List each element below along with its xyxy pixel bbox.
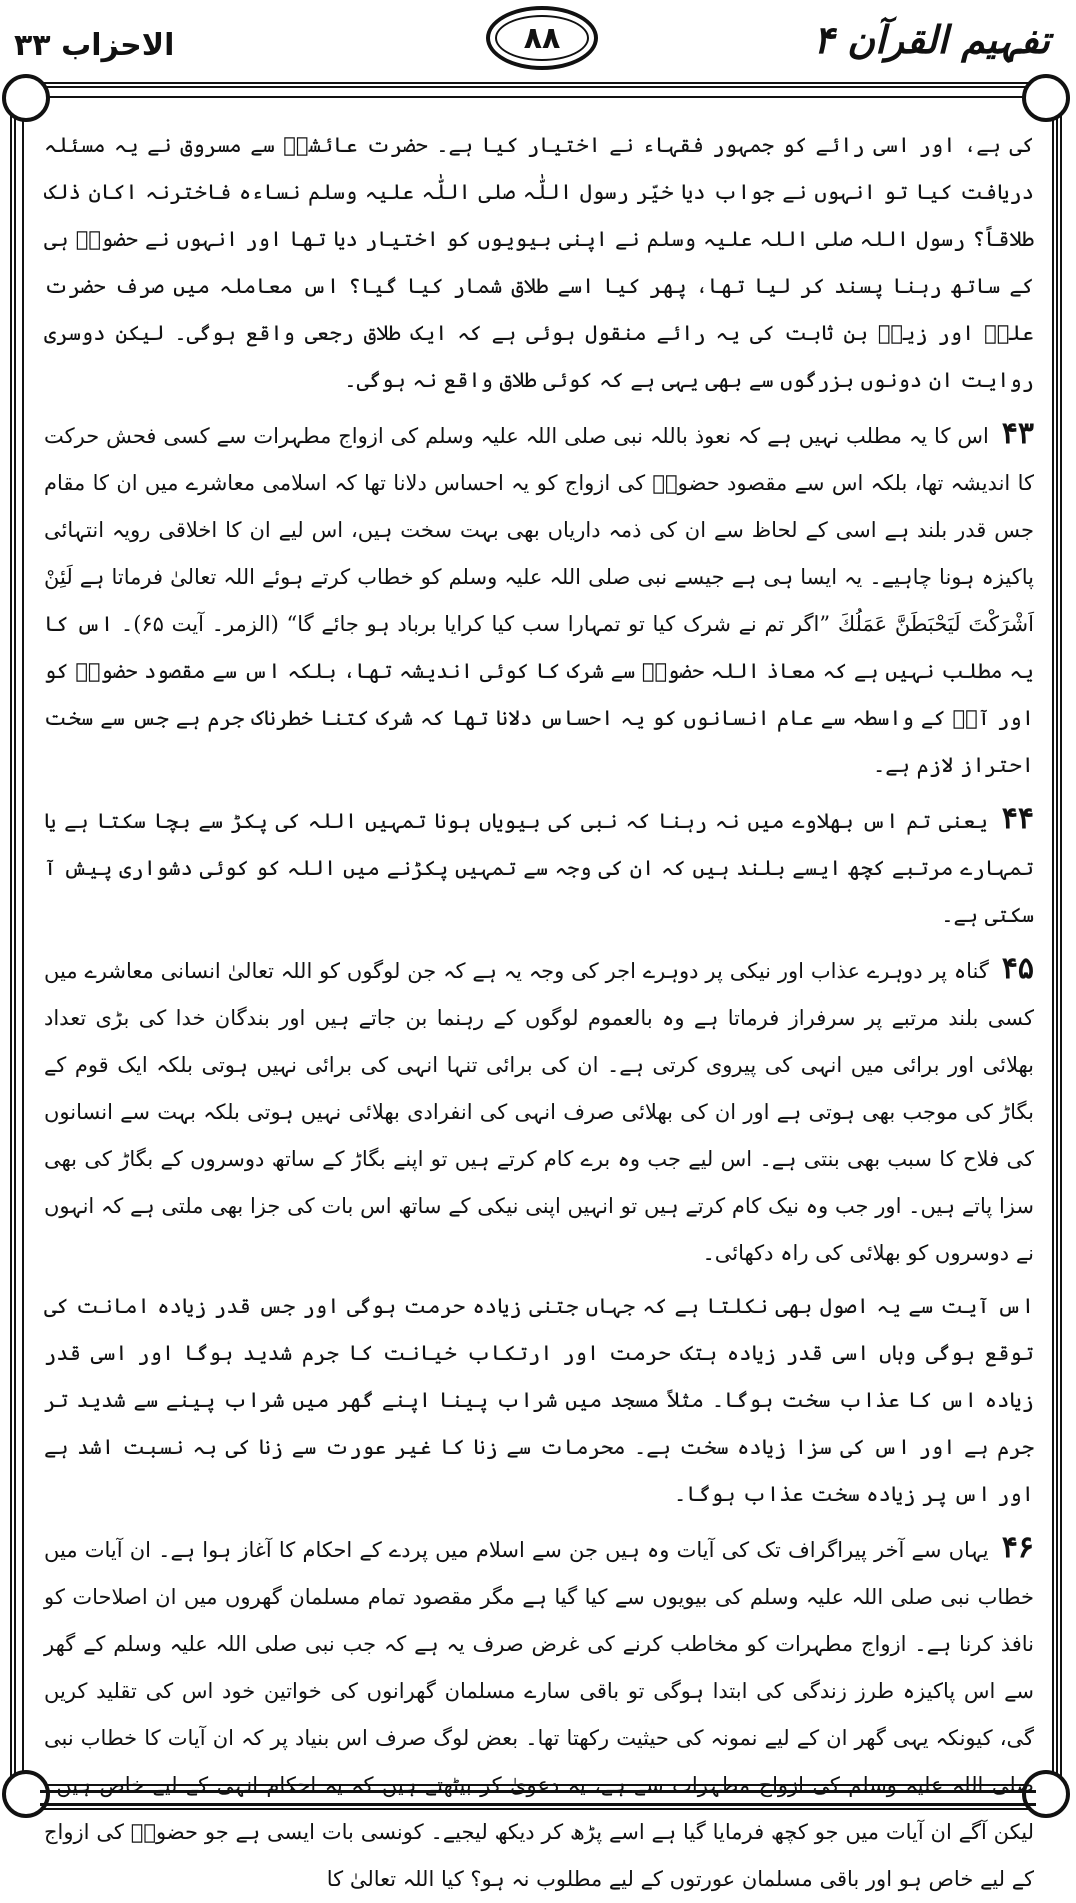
paragraph-text: یعنی تم اس بھلاوے میں نہ رہنا کہ نبی کی بیویاں ہونا تمہیں اللہ کی پکڑ سے بچا سکتا ہے یا تمہارے مرتبے کچھ ایسے بلند ہیں کہ ان کی وجہ سے تمہیں پکڑنے میں اللہ کو کوئی دشواری پیش آ سکتی ہے۔ bbox=[44, 809, 1034, 927]
paragraph-text: یہاں سے آخر پیراگراف تک کی آیات وہ ہیں جن سے اسلام میں پردے کے احکام کا آغاز ہوا ہے۔ ان آیات میں خطاب نبی صلی اللہ علیہ وسلم کی بیویوں سے کیا گیا ہے مگر مقصود تمام مسلمان گھروں میں ان اصلاحات کو نافذ کرنا ہے۔ ازواج مطہرات کو مخاطب کرنے کی غرض صرف یہ ہے کہ جب نبی صلی اللہ علیہ وسلم کے گھر سے اس پاکیزہ طرز زندگی کی ابتدا ہوگی تو باقی سارے مسلمان گھرانوں کی خواتین خود اس کی تقلید کریں گی، کیونکہ یہی گھر ان کے لیے نمونہ کی حیثیت رکھتا تھا۔ بعض لوگ صرف اس بنیاد پر کہ ان آیات کا خطاب نبی صلی اللہ علیہ وسلم کی ازواج مطہرات سے ہے، یہ دعویٰ کر بیٹھتے ہیں کہ یہ احکام انہی کے لیے خاص ہیں۔ لیکن آگے ان آیات میں جو کچھ فرمایا گیا ہے اسے پڑھ کر دیکھ لیجیے۔ کونسی بات ایسی ہے جو حضورؐ کی ازواج کے لیے خاص ہو اور باقی مسلمان عورتوں کے لیے مطلوب نہ ہو؟ کیا اللہ تعالیٰ کا bbox=[44, 1538, 1034, 1891]
page-number: ۸۸ bbox=[523, 20, 561, 56]
footnote-number: ۴۳ bbox=[1001, 416, 1034, 451]
footnote-45 bbox=[44, 945, 1034, 1277]
frame-corner-ornament bbox=[1022, 74, 1070, 122]
paragraph-principle bbox=[44, 1283, 1034, 1518]
paragraph-text: اس کا یہ مطلب نہیں ہے کہ نعوذ باللہ نبی صلی اللہ علیہ وسلم کی ازواج مطہرات سے کسی فحش حرکت کا اندیشہ تھا، بلکہ اس سے مقصود حضورؐ کی ازواج کو یہ احساس دلانا تھا کہ اسلامی معاشرے میں ان کا مقام جس قدر بلند ہے اسی کے لحاظ سے ان کی ذمہ داریاں بھی بہت سخت ہیں، اس لیے ان کا اخلاقی رویہ انتہائی پاکیزہ ہونا چاہیے۔ یہ ایسا ہی ہے جیسے نبی صلی اللہ علیہ وسلم کو خطاب کرتے ہوئے اللہ تعالیٰ فرماتا ہے لَئِنْ اَشْرَكْتَ لَيَحْبَطَنَّ عَمَلُكَ ”اگر تم نے شرک کیا تو تمہارا سب کیا کرایا برباد ہو جائے گا“ (الزمر۔ آیت ۶۵)۔ اس کا یہ مطلب نہیں ہے کہ معاذ اللہ حضورؐ سے شرک کا کوئی اندیشہ تھا، بلکہ اس سے مقصود حضورؐ کو اور آپؐ کے واسطہ سے عام انسانوں کو یہ احساس دلانا تھا کہ شرک کتنا خطرناک جرم ہے جس سے سخت احتراز لازم ہے۔ bbox=[44, 424, 1034, 777]
frame-corner-ornament bbox=[2, 74, 50, 122]
paragraph-continuation bbox=[44, 122, 1034, 404]
book-title: تفہیم القرآن ۴ bbox=[813, 18, 1050, 62]
footnote-number: ۴۶ bbox=[1001, 1530, 1034, 1565]
footnote-43 bbox=[44, 410, 1034, 789]
paragraph-text: کی ہے، اور اسی رائے کو جمہور فقہاء نے اختیار کیا ہے۔ حضرت عائشہؓ سے مسروق نے یہ مسئلہ دریافت کیا تو انہوں نے جواب دیا خیّر رسول اللّٰہ صلی اللّٰہ علیہ وسلم نساءہ فاخترنہ اکان ذٰلک طلاقاً؟ رسول اللہ صلی اللہ علیہ وسلم نے اپنی بیویوں کو اختیار دیا تھا اور انہوں نے حضورؐ ہی کے ساتھ رہنا پسند کر لیا تھا، پھر کیا اسے طلاق شمار کیا گیا؟ اس معاملہ میں صرف حضرت علیؓ اور زیدؓ بن ثابت کی یہ رائے منقول ہوئی ہے کہ ایک طلاق رجعی واقع ہوگی۔ لیکن دوسری روایت ان دونوں بزرگوں سے بھی یہی ہے کہ کوئی طلاق واقع نہ ہوگی۔ bbox=[44, 133, 1034, 392]
commentary-text bbox=[44, 122, 1034, 1891]
page-header bbox=[0, 0, 1076, 80]
page-number-badge bbox=[486, 6, 598, 70]
paragraph-text: اس آیت سے یہ اصول بھی نکلتا ہے کہ جہاں جتنی زیادہ حرمت ہوگی اور جس قدر زیادہ امانت کی توقع ہوگی وہاں اسی قدر زیادہ ہتک حرمت اور ارتکاب خیانت کا جرم شدید ہوگا اور اسی قدر زیادہ اس کا عذاب سخت ہوگا۔ مثلاً مسجد میں شراب پینا اپنے گھر میں شراب پینے سے شدید تر جرم ہے اور اس کی سزا زیادہ سخت ہے۔ محرمات سے زنا کا غیر عورت سے زنا کی بہ نسبت اشد ہے اور اس پر زیادہ سخت عذاب ہوگا۔ bbox=[44, 1294, 1034, 1506]
surah-label: الاحزاب ۳۳ bbox=[14, 28, 175, 63]
footnote-number: ۴۴ bbox=[1001, 801, 1034, 836]
paragraph-text: گناہ پر دوہرے عذاب اور نیکی پر دوہرے اجر کی وجہ یہ ہے کہ جن لوگوں کو اللہ تعالیٰ انسانی معاشرے میں کسی بلند مرتبے پر سرفراز فرماتا ہے وہ بالعموم لوگوں کے رہنما بن جاتے ہیں اور بندگان خدا کی بڑی تعداد بھلائی اور برائی میں انہی کی پیروی کرتی ہے۔ ان کی برائی تنہا انہی کی برائی نہیں ہوتی بلکہ ایک قوم کے بگاڑ کی موجب بھی ہوتی ہے اور ان کی بھلائی صرف انہی کی انفرادی بھلائی نہیں ہوتی بلکہ بہت سے انسانوں کی فلاح کا سبب بھی بنتی ہے۔ اس لیے جب وہ برے کام کرتے ہیں تو اپنے بگاڑ کے ساتھ دوسروں کے بگاڑ کی بھی سزا پاتے ہیں۔ اور جب وہ نیک کام کرتے ہیں تو انہیں اپنی نیکی کے ساتھ اس بات کی جزا بھی ملتی ہے کہ انہوں نے دوسروں کو بھلائی کی راہ دکھائی۔ bbox=[44, 959, 1034, 1265]
footnote-46 bbox=[44, 1524, 1034, 1903]
footnote-number: ۴۵ bbox=[1001, 951, 1034, 986]
footnote-44 bbox=[44, 795, 1034, 939]
